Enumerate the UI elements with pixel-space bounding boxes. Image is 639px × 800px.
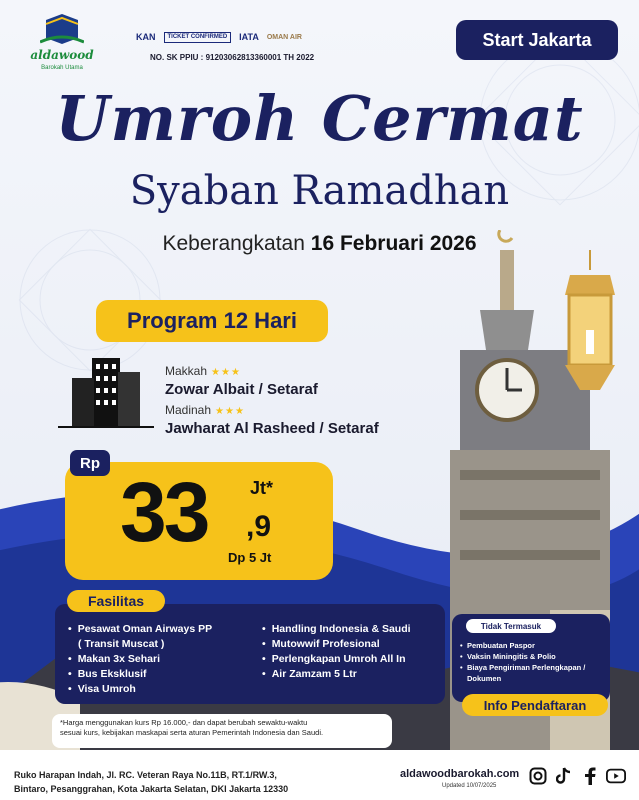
price-disclaimer	[52, 714, 392, 748]
departure-line	[0, 232, 639, 256]
website-link[interactable]: aldawoodbarokah.com	[400, 768, 520, 780]
hotel-makkah	[165, 362, 465, 398]
facebook-icon[interactable]	[580, 766, 600, 786]
youtube-icon[interactable]	[606, 766, 626, 786]
excluded-label: Tidak Termasuk	[466, 619, 556, 633]
iata-logo: IATA	[239, 32, 259, 42]
hotel-city-row	[165, 362, 465, 380]
social-links	[528, 766, 626, 786]
facilities-list-1	[68, 622, 212, 697]
price-unit: Jt*	[250, 478, 274, 498]
main-title: Umroh Cermat	[55, 82, 584, 155]
hotel-madinah	[165, 401, 465, 437]
list-item: • Visa Umroh	[68, 682, 212, 697]
address-line: Ruko Harapan Indah, Jl. RC. Veteran Raya No.11B, RT.1/RW.3,	[14, 770, 277, 780]
registration-info-button[interactable]: Info Pendaftaran	[462, 694, 608, 716]
ticket-confirmed-logo: TICKET CONFIRMED	[164, 32, 232, 43]
oman-air-logo: OMAN AIR	[266, 33, 302, 41]
instagram-icon[interactable]	[528, 766, 548, 786]
departure-prefix: Keberangkatan	[162, 232, 305, 255]
updated-date: Updated 10/07/2025	[442, 783, 497, 789]
hotel-stars: ★★★	[211, 367, 241, 378]
start-city-button[interactable]: Start Jakarta	[456, 20, 618, 60]
list-item: ( Transit Muscat )	[78, 638, 165, 650]
excluded-list	[460, 640, 608, 684]
subtitle: Syaban Ramadhan	[129, 168, 510, 214]
hotel-city: Makkah	[165, 364, 208, 378]
list-item: • Vaksin Miningitis & Polio	[460, 651, 608, 662]
facilities-label: Fasilitas	[67, 590, 165, 612]
logo-name: aldawood	[30, 48, 94, 62]
facilities-list-2	[262, 622, 411, 682]
kan-logo: KAN	[136, 32, 156, 42]
price-decimal: ,9	[246, 510, 272, 543]
list-item: • Pesawat Oman Airways PP	[68, 622, 212, 637]
hotel-stars: ★★★	[215, 406, 245, 417]
program-badge: Program 12 Hari	[96, 300, 328, 342]
list-item: • Handling Indonesia & Saudi	[262, 622, 411, 637]
hotel-city: Madinah	[165, 403, 212, 417]
hotel-city-row	[165, 401, 465, 419]
list-item: Dokumen	[467, 674, 502, 683]
list-item: • Bus Eksklusif	[68, 667, 212, 682]
departure-date: 16 Februari 2026	[310, 232, 477, 255]
lantern-icon	[555, 250, 625, 400]
tiktok-icon[interactable]	[554, 766, 574, 786]
partner-logos	[136, 26, 356, 48]
license-number: NO. SK PPIU : 91203062813360001 TH 2022	[150, 53, 315, 62]
office-address	[14, 768, 288, 796]
price-main: 33	[120, 465, 208, 559]
hotel-building-icon	[58, 354, 154, 432]
company-logo	[22, 12, 102, 74]
list-item: • Makan 3x Sehari	[68, 652, 212, 667]
logo-subtitle: Barokah Utama	[41, 65, 83, 71]
down-payment: Dp 5 Jt	[228, 550, 272, 565]
list-item: • Biaya Pengiriman Perlengkapan /	[460, 662, 608, 673]
list-item: • Pembuatan Paspor	[460, 640, 608, 651]
hotel-name: Jawharat Al Rasheed / Setaraf	[165, 420, 379, 437]
kaaba-logo-icon	[40, 12, 84, 46]
list-item: • Perlengkapan Umroh All In	[262, 652, 411, 667]
address-line: Bintaro, Pesanggrahan, Kota Jakarta Selatan, DKI Jakarta 12330	[14, 784, 289, 794]
disclaimer-line: *Harga menggunakan kurs Rp 16.000,- dan dapat berubah sewaktu-waktu	[60, 718, 308, 727]
hotel-name: Zowar Albait / Setaraf	[165, 381, 318, 398]
disclaimer-line: sesuai kurs, kebijakan maskapai serta aturan Pemerintah Indonesia dan Saudi.	[60, 728, 324, 737]
currency-badge: Rp	[70, 450, 110, 476]
list-item: • Mutowwif Profesional	[262, 637, 411, 652]
list-item: • Air Zamzam 5 Ltr	[262, 667, 411, 682]
